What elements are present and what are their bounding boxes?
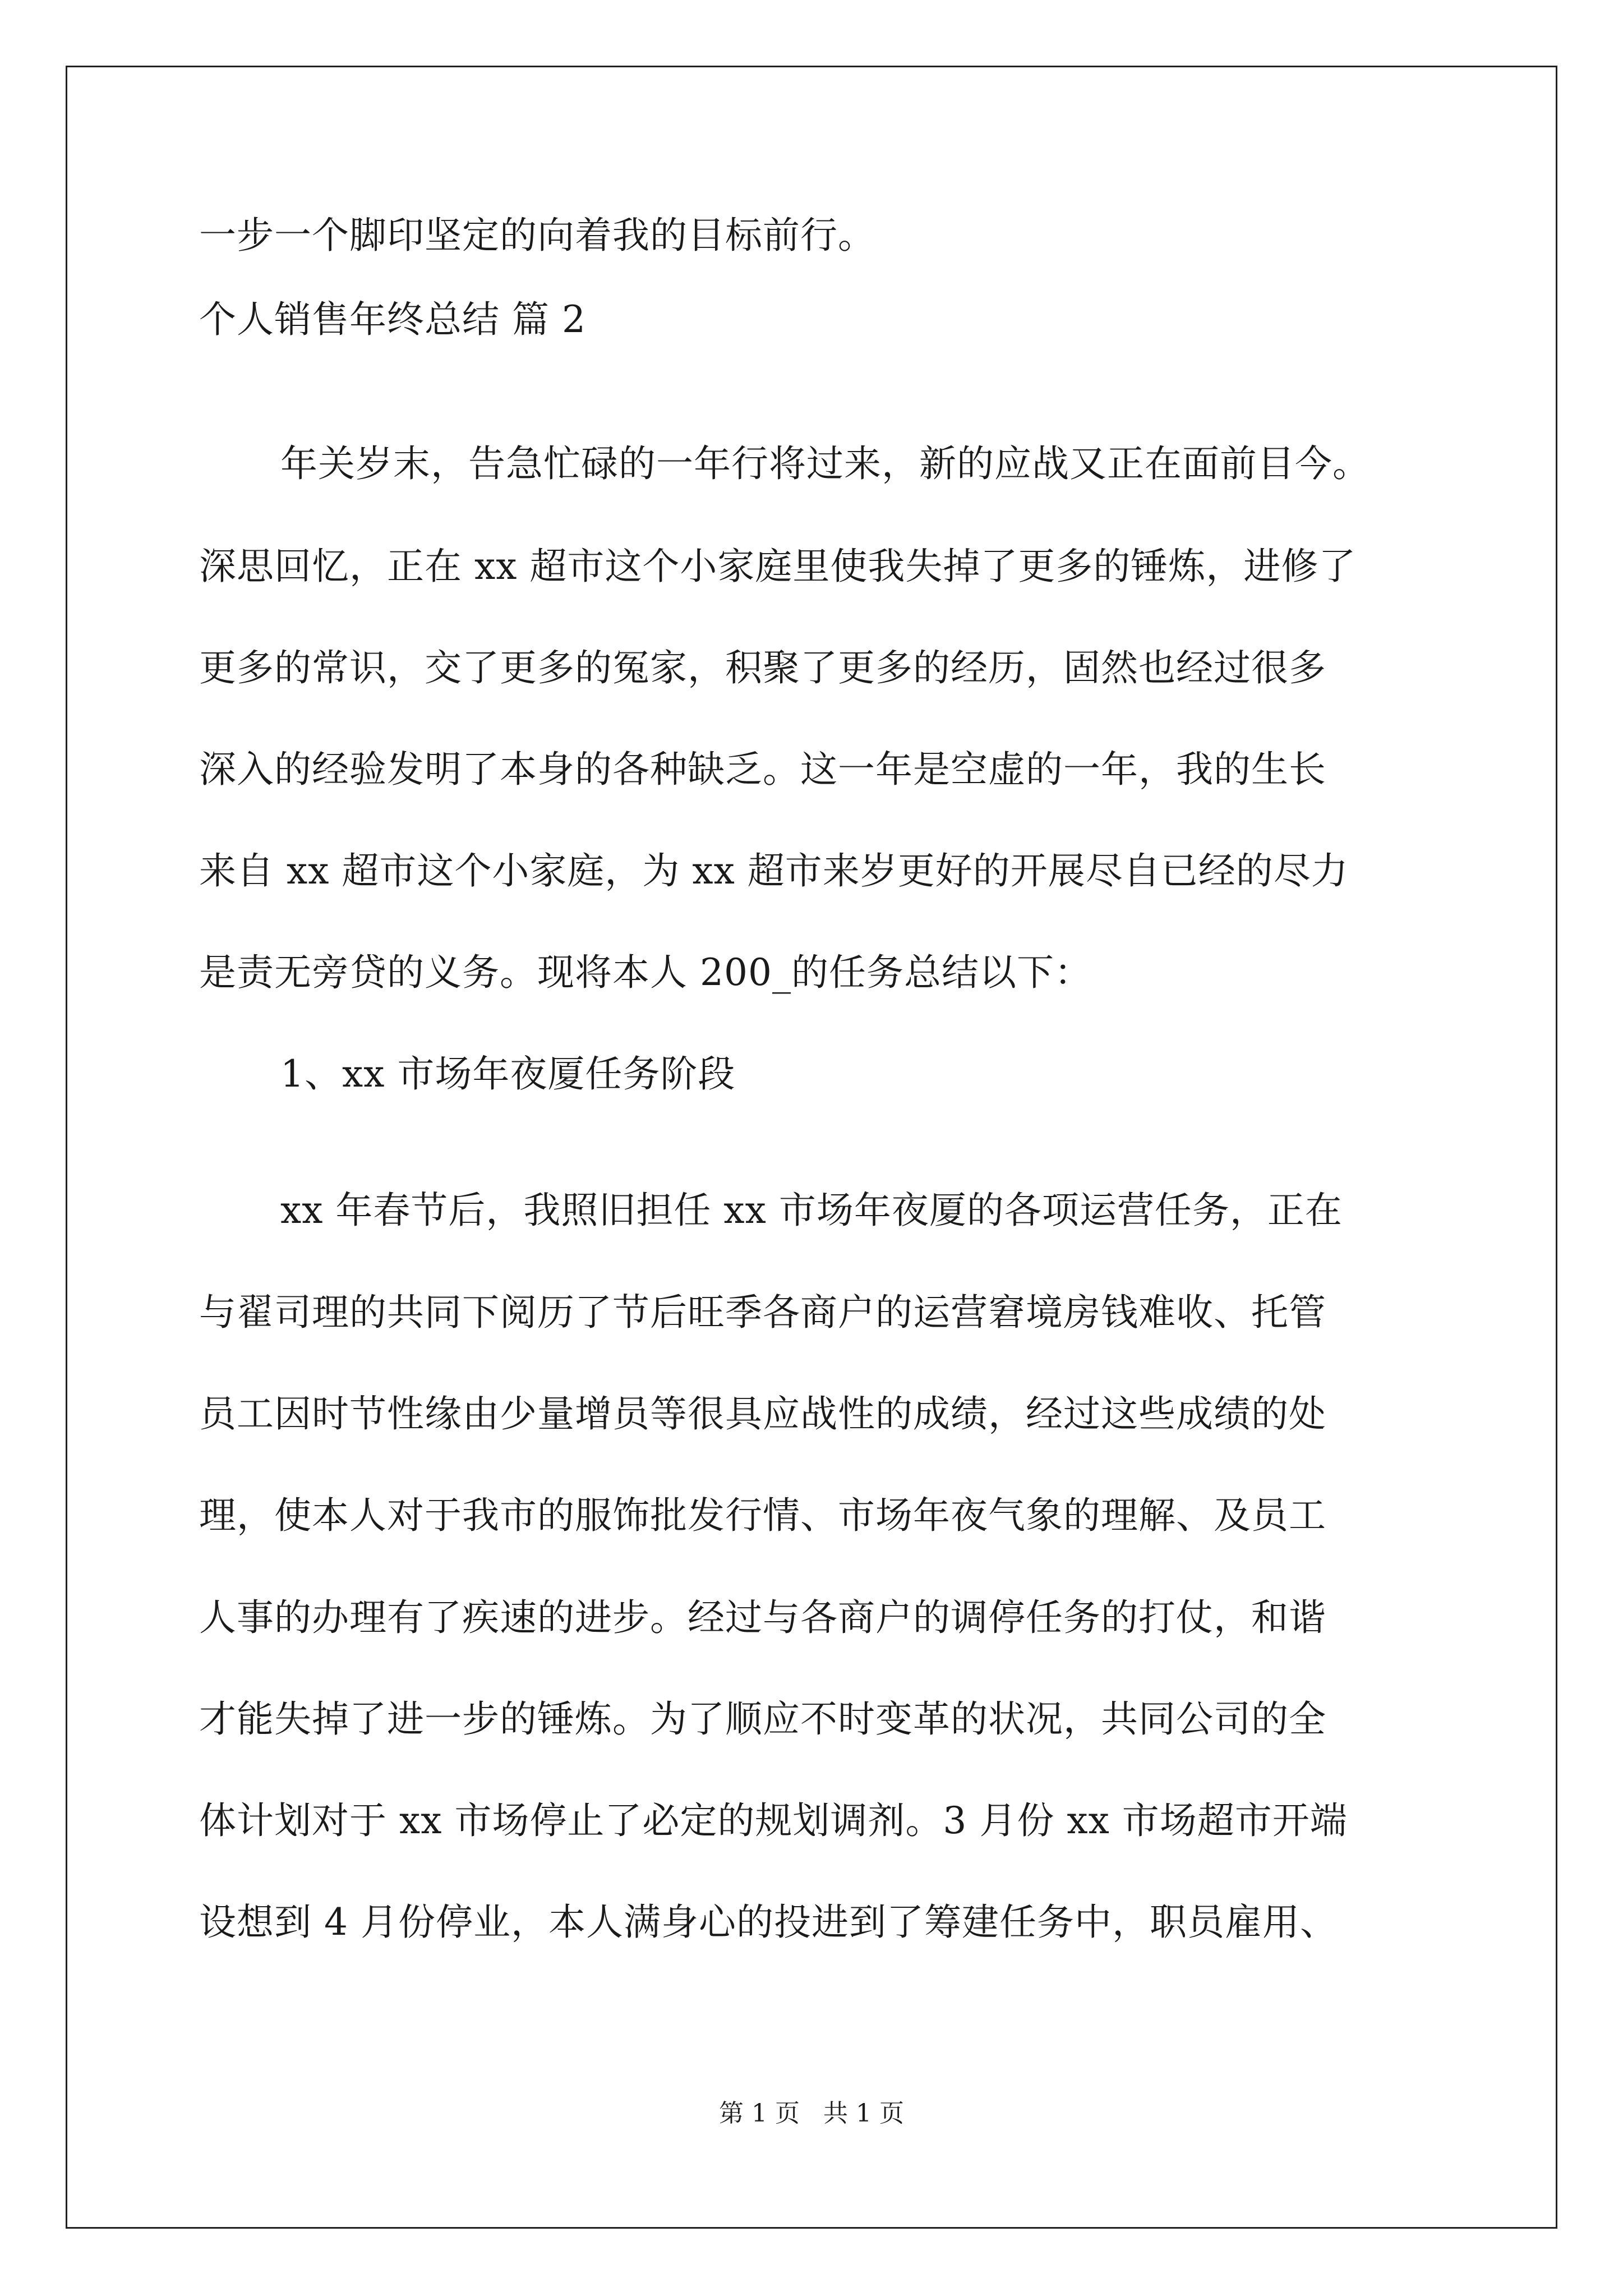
text-line-3: 年关岁末，告急忙碌的一年行将过来，新的应战又正在面前目今。 <box>280 442 1370 485</box>
text-line-10: xx 年春节后，我照旧担任 xx 市场年夜厦的各项运营任务，正在 <box>280 1189 1343 1232</box>
text-line-11: 与翟司理的共同下阅历了节后旺季各商户的运营窘境房钱难收、托管 <box>199 1291 1326 1334</box>
text-line-5: 更多的常识，交了更多的冤家，积聚了更多的经历，固然也经过很多 <box>199 646 1326 689</box>
text-line-17: 设想到 4 月份停业，本人满身心的投进到了筹建任务中，职员雇用、 <box>199 1901 1338 1944</box>
page-footer <box>0 2097 1623 2131</box>
section-heading: 个人销售年终总结 篇 2 <box>199 298 586 341</box>
text-line-12: 员工因时节性缘由少量增员等很具应战性的成绩，经过这些成绩的处 <box>199 1392 1326 1435</box>
text-line-7: 来自 xx 超市这个小家庭，为 xx 超市来岁更好的开展尽自已经的尽力 <box>199 849 1349 892</box>
text-line-6: 深入的经验发明了本身的各种缺乏。这一年是空虚的一年，我的生长 <box>199 748 1326 791</box>
text-line-13: 理，使本人对于我市的服饰批发行情、市场年夜气象的理解、及员工 <box>199 1494 1326 1537</box>
text-line-4: 深思回忆，正在 xx 超市这个小家庭里使我失掉了更多的锤炼，进修了 <box>199 545 1357 588</box>
text-line-1: 一步一个脚印坚定的向着我的目标前行。 <box>199 214 875 257</box>
text-line-16: 体计划对于 xx 市场停止了必定的规划调剂。3 月份 xx 市场超市开端 <box>199 1799 1348 1842</box>
page-number-current: 第 1 页 <box>719 2099 800 2128</box>
text-line-14: 人事的办理有了疾速的进步。经过与各商户的调停任务的打仗，和谐 <box>199 1596 1326 1639</box>
subsection-heading: 1、xx 市场年夜厦任务阶段 <box>280 1052 736 1096</box>
page-number-total: 共 1 页 <box>823 2099 904 2128</box>
text-line-8: 是责无旁贷的义务。现将本人 200_的任务总结以下： <box>199 951 1092 994</box>
text-line-15: 才能失掉了进一步的锤炼。为了顺应不时变革的状况，共同公司的全 <box>199 1697 1326 1741</box>
